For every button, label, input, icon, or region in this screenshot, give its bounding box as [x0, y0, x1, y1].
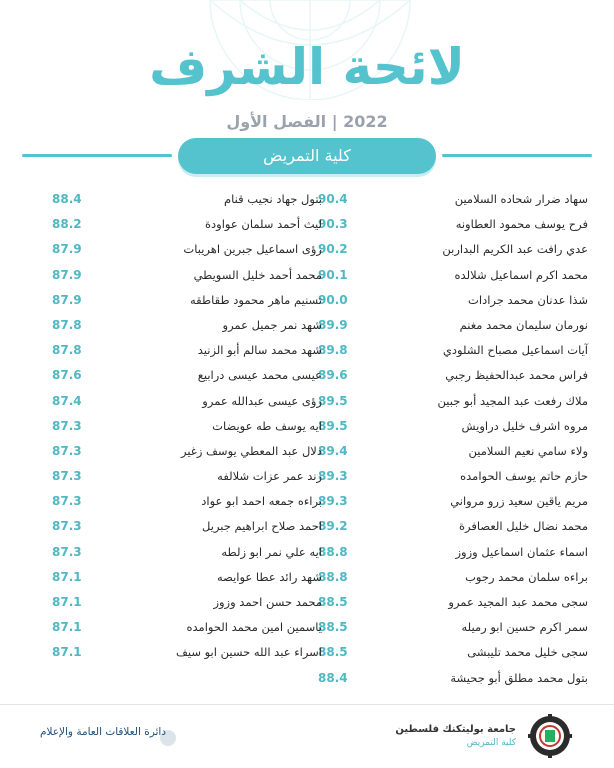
student-name: مريم ياقين سعيد زرو مرواني — [450, 494, 588, 509]
student-name: شهد رائد عطا عوايصه — [216, 569, 322, 584]
honor-list-left — [52, 188, 322, 667]
list-item — [52, 390, 322, 415]
student-score: 87.3 — [52, 494, 82, 509]
student-name: عدي رافت عبد الكريم البداربن — [442, 242, 588, 257]
list-item — [318, 364, 588, 389]
list-item — [318, 667, 588, 692]
footer-divider — [0, 704, 614, 705]
student-score: 89.5 — [318, 418, 348, 433]
list-item — [318, 591, 588, 616]
student-name: حازم حاتم يوسف الحوامده — [460, 469, 588, 484]
student-score: 88.5 — [318, 645, 348, 660]
list-item — [318, 339, 588, 364]
student-name: بتول جهاد نجيب قنام — [224, 192, 322, 206]
list-item — [52, 213, 322, 238]
list-item — [318, 289, 588, 314]
student-name: فراس محمد عبدالحفيظ رجبي — [445, 368, 588, 383]
list-item — [52, 440, 322, 465]
student-score: 89.4 — [318, 443, 348, 458]
list-item — [52, 314, 322, 339]
student-name: اسراء عبد الله حسين ابو سيف — [175, 645, 322, 660]
student-score: 88.8 — [318, 569, 348, 584]
student-score: 87.4 — [52, 393, 82, 408]
student-score: 90.1 — [318, 267, 348, 282]
student-name: شهد محمد سالم أبو الزنيد — [197, 343, 322, 358]
list-item — [52, 264, 322, 289]
list-item — [318, 490, 588, 515]
student-name: شذا عدنان محمد جرادات — [468, 292, 588, 307]
student-name: محمد أحمد خليل السويطي — [193, 267, 322, 282]
student-name: ليث أحمد سلمان عواودة — [205, 217, 322, 232]
university-name: جامعة بوليتكنك فلسطين — [395, 724, 516, 735]
student-name: سجى خليل محمد تليبشى — [467, 645, 588, 660]
student-name: عيسى محمد عيسى درابيع — [197, 368, 322, 383]
student-name: سمر اكرم حسين ابو رميله — [461, 620, 588, 635]
student-name: تسنيم ماهر محمود طقاطقه — [190, 292, 322, 307]
student-name: رؤى اسماعيل جبرين اهريبات — [183, 242, 322, 257]
student-score: 87.1 — [52, 569, 82, 584]
list-item — [52, 591, 322, 616]
list-item — [318, 515, 588, 540]
student-name: آيات اسماعيل مصباح الشلودي — [442, 343, 588, 358]
student-name: سهاد ضرار شحاده السلامين — [454, 192, 588, 206]
list-item — [318, 264, 588, 289]
student-name: دلال عبد المعطي يوسف زغير — [180, 443, 322, 458]
list-item — [52, 566, 322, 591]
student-score: 90.3 — [318, 217, 348, 232]
divider-left — [22, 154, 172, 157]
student-name: شهد نمر جميل عمرو — [222, 317, 322, 332]
student-name: احمد صلاح ابراهيم جبريل — [202, 519, 322, 534]
list-item — [52, 490, 322, 515]
student-score: 87.8 — [52, 343, 82, 358]
list-item — [318, 390, 588, 415]
student-score: 87.9 — [52, 292, 82, 307]
student-score: 87.3 — [52, 519, 82, 534]
list-item — [52, 641, 322, 666]
student-name: فرح يوسف محمود العطاونه — [455, 217, 588, 232]
college-badge: كلية التمريض — [178, 138, 436, 174]
student-score: 87.9 — [52, 242, 82, 257]
student-score: 89.3 — [318, 469, 348, 484]
student-score: 89.8 — [318, 343, 348, 358]
student-score: 88.4 — [318, 670, 348, 685]
university-logo — [528, 714, 572, 758]
list-item — [318, 541, 588, 566]
student-score: 87.9 — [52, 267, 82, 282]
list-item — [52, 415, 322, 440]
footer-college-name: كلية التمريض — [466, 738, 516, 748]
list-item — [52, 541, 322, 566]
student-score: 88.5 — [318, 595, 348, 609]
student-name: محمد نضال خليل العصافرة — [459, 519, 588, 534]
student-score: 89.5 — [318, 393, 348, 408]
student-score: 87.6 — [52, 368, 82, 383]
student-name: اسماء عثمان اسماعيل وزوز — [455, 544, 588, 559]
student-score: 87.3 — [52, 469, 82, 484]
student-name: سجى محمد عبد المجيد عمرو — [448, 595, 588, 609]
list-item — [318, 465, 588, 490]
list-item — [318, 440, 588, 465]
list-item — [52, 188, 322, 213]
student-score: 87.1 — [52, 595, 82, 609]
student-score: 87.8 — [52, 317, 82, 332]
student-name: ملاك رفعت عبد المجيد أبو جبين — [437, 393, 588, 408]
student-score: 87.3 — [52, 418, 82, 433]
list-item — [318, 616, 588, 641]
student-name: محمد حسن احمد وزوز — [213, 595, 322, 609]
list-item — [318, 641, 588, 666]
student-name: بتول محمد مطلق أبو جحيشة — [450, 670, 588, 685]
student-score: 87.3 — [52, 544, 82, 559]
student-score: 90.0 — [318, 292, 348, 307]
student-name: ايه علي نمر ابو زلطه — [221, 544, 322, 559]
student-score: 88.5 — [318, 620, 348, 635]
page-title: لائحة الشرف — [149, 38, 465, 96]
student-score: 89.9 — [318, 317, 348, 332]
list-item — [318, 238, 588, 263]
list-item — [52, 364, 322, 389]
department-name: دائرة العلاقات العامة والإعلام — [40, 726, 167, 738]
list-item — [318, 415, 588, 440]
list-item — [52, 616, 322, 641]
student-name: محمد اكرم اسماعيل شلالده — [454, 267, 588, 282]
list-item — [52, 289, 322, 314]
student-name: نورمان سليمان محمد مغنم — [459, 317, 588, 332]
student-name: ولاء سامي نعيم السلامين — [468, 443, 588, 458]
student-name: رند عمر عزات شلالفه — [217, 469, 322, 484]
list-item — [318, 188, 588, 213]
student-score: 89.6 — [318, 368, 348, 383]
list-item — [318, 566, 588, 591]
student-name: براءه جمعه احمد ابو عواد — [201, 494, 322, 509]
student-name: مروه اشرف خليل دراويش — [461, 418, 588, 433]
student-score: 88.4 — [52, 192, 82, 206]
student-score: 87.3 — [52, 443, 82, 458]
student-score: 87.1 — [52, 620, 82, 635]
list-item — [52, 515, 322, 540]
list-item — [52, 339, 322, 364]
student-name: براءه سلمان محمد رجوب — [465, 569, 588, 584]
divider-right — [442, 154, 592, 157]
list-item — [52, 465, 322, 490]
student-score: 88.8 — [318, 544, 348, 559]
student-score: 89.3 — [318, 494, 348, 509]
list-item — [318, 314, 588, 339]
page-subtitle: 2022 | الفصل الأول — [226, 112, 388, 131]
honor-list-right — [318, 188, 588, 692]
student-score: 89.2 — [318, 519, 348, 534]
list-item — [318, 213, 588, 238]
student-score: 88.2 — [52, 217, 82, 232]
student-score: 90.2 — [318, 242, 348, 257]
student-name: ياسمين امين محمد الحوامده — [186, 620, 322, 635]
student-score: 90.4 — [318, 192, 348, 206]
student-name: رؤى عيسى عبدالله عمرو — [202, 393, 322, 408]
list-item — [52, 238, 322, 263]
student-name: ايه يوسف طه عويضات — [212, 418, 322, 433]
student-score: 87.1 — [52, 645, 82, 660]
